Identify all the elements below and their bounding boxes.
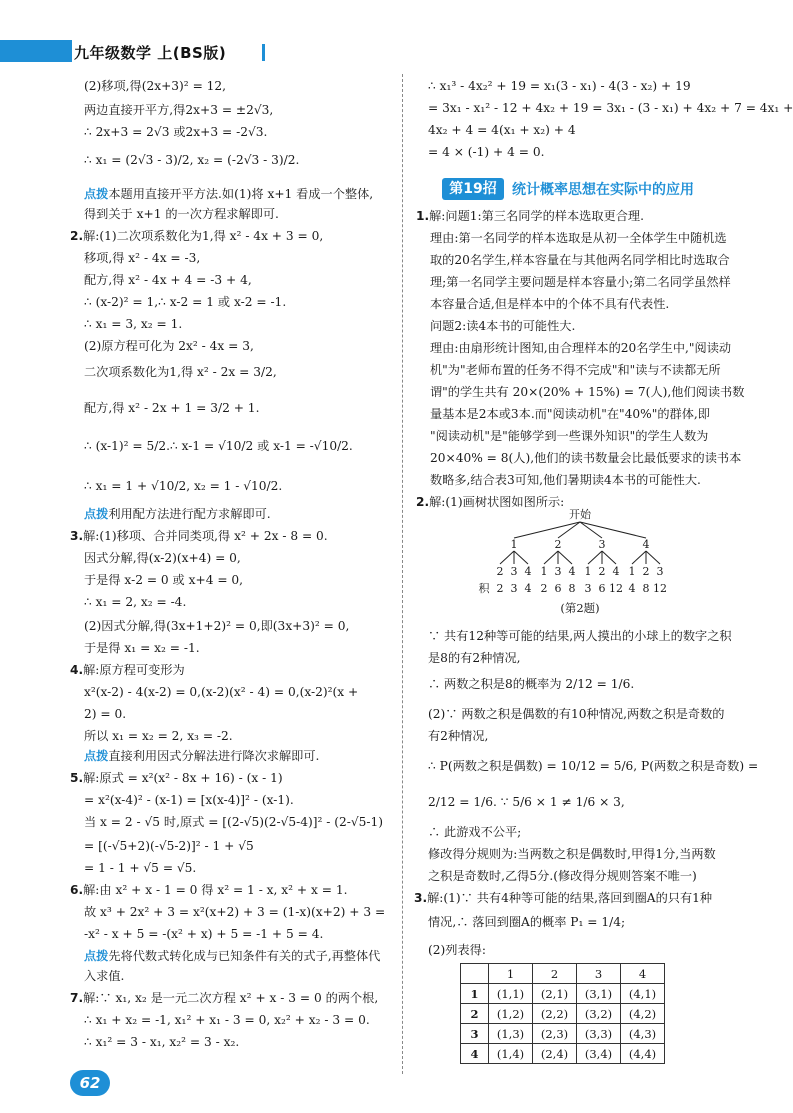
text-line [84,438,353,454]
product-value: 2 [496,582,504,595]
text-line [428,144,544,160]
line-text: 本容量合适,但是样本中的个体不具有代表性. [430,297,670,311]
text-line [430,428,708,444]
line-text: 理由:由扇形统计图知,由合理样本的20名学生中,"阅读动 [430,341,732,355]
text-line [428,846,716,862]
question-number: 7. [70,991,84,1005]
line-text: 机"为"老师布置的任务不得不完成"和"读与不读都无所 [430,363,721,377]
table-header-cell: 4 [621,964,665,984]
table-cell: (3,1) [577,984,621,1004]
line-text: ∴ x₁ = 2, x₂ = -4. [84,595,187,609]
question-number: 6. [70,883,84,897]
text-line [84,968,124,984]
text-line [428,824,521,840]
line-text: = x²(x-4)² - (x-1) = [x(x-4)]² - (x-1). [84,793,294,807]
table-row [461,1004,665,1024]
text-line [84,186,373,202]
line-text: 解:原方程可变形为 [83,663,185,677]
outcome-table [460,963,665,1064]
line-text: ∴ x₁ = 3, x₂ = 1. [84,317,183,331]
text-line [430,340,731,356]
tree-node-level2: 4 [524,565,532,578]
product-value: 6 [598,582,606,595]
table-cell: (4,4) [621,1044,665,1064]
tree-node-level2: 2 [598,565,606,578]
line-text: 情况,∴ 落回到圈A的概率 P₁ = 1/4; [428,915,626,929]
line-text: 二次项系数化为1,得 x² - 2x = 3/2, [84,365,277,379]
tree-branch [558,551,572,564]
section-badge: 第19招 [442,178,504,200]
tree-node-level1: 3 [598,538,606,551]
tree-node-level1: 2 [554,538,562,551]
table-row [461,1024,665,1044]
line-text: 配方,得 x² - 2x + 1 = 3/2 + 1. [84,401,260,415]
line-text: = 1 - 1 + √5 = √5. [84,861,197,875]
text-line [414,890,712,906]
product-value: 8 [568,582,576,595]
line-text: 得到关于 x+1 的一次方程求解即可. [84,207,279,221]
book-title: 九年级数学 上(BS版) [74,44,227,62]
line-text: 2/12 = 1/6. ∵ 5/6 × 1 ≠ 1/6 × 3, [428,795,625,809]
table-cell: 1 [461,984,489,1004]
text-line [428,942,486,958]
tree-node-level2: 2 [496,565,504,578]
text-line [70,770,283,786]
question-number: 5. [70,771,84,785]
tree-node-level2: 3 [510,565,518,578]
figure-caption: (第2题) [560,601,600,615]
text-line [428,706,724,722]
text-line [428,676,634,692]
table-cell: (2,1) [533,984,577,1004]
line-text: ∴ x₁² = 3 - x₁, x₂² = 3 - x₂. [84,1035,240,1049]
text-line [70,228,323,244]
line-text: 修改得分规则为:当两数之积是偶数时,甲得1分,当两数 [428,847,716,861]
table-cell: (3,4) [577,1044,621,1064]
tree-branch [514,551,528,564]
text-line [84,926,323,942]
line-text: (2)列表得: [428,943,486,957]
line-text: ∵ 共有12种等可能的结果,两人摸出的小球上的数字之积 [428,629,732,643]
product-value: 12 [653,582,667,595]
text-line [430,274,731,290]
line-text: 解:(1)画树状图如图所示: [429,495,565,509]
line-text: ∴ 2x+3 = 2√3 或2x+3 = -2√3. [84,125,268,139]
text-line [84,102,273,118]
table-header-cell: 3 [577,964,621,984]
line-text: "阅读动机"是"能够学到一些课外知识"的学生人数为 [430,429,709,443]
line-text: 所以 x₁ = x₂ = 2, x₃ = -2. [84,729,233,743]
text-line [84,860,196,876]
text-line [84,948,380,964]
text-line [84,814,383,830]
product-value: 6 [554,582,562,595]
product-value: 8 [642,582,650,595]
tip-tag: 点拨 [84,507,109,521]
text-line [84,316,182,332]
line-text: 直接利用因式分解法进行降次求解即可. [108,749,320,763]
line-text: ∴ P(两数之积是偶数) = 10/12 = 5/6, P(两数之积是奇数) = [428,759,759,773]
text-line [84,478,282,494]
text-line [430,472,701,488]
text-line [430,450,741,466]
text-line [428,78,691,94]
line-text: 4x₂ + 4 = 4(x₁ + x₂) + 4 [428,123,576,137]
text-line [84,78,226,94]
line-text: 当 x = 2 - √5 时,原式 = [(2-√5)(2-√5-4)]² - (2-√5-1) [84,815,384,829]
line-text: ∴ (x-1)² = 5/2.∴ x-1 = √10/2 或 x-1 = -√10/2. [84,439,353,453]
text-line [70,990,378,1006]
line-text: (2)∵ 两数之积是偶数的有10种情况,两数之积是奇数的 [428,707,725,721]
text-line [430,252,730,268]
text-line [84,506,271,522]
text-line [428,122,576,138]
column-divider [402,74,403,1074]
line-text: ∴ x₁ + x₂ = -1, x₁² + x₁ - 3 = 0, x₂² + x₂ - 3 = 0. [84,1013,370,1027]
line-text: 取的20名学生,样本容量在与其他两名同学相比时选取合 [430,253,730,267]
line-text: ∴ x₁³ - 4x₂² + 19 = x₁(3 - x₁) - 4(3 - x₂) + 19 [428,79,691,93]
line-text: 解:(1)二次项系数化为1,得 x² - 4x + 3 = 0, [83,229,324,243]
text-line [428,868,697,884]
line-text: 问题2:读4本书的可能性大. [430,319,576,333]
line-text: 因式分解,得(x-2)(x+4) = 0, [84,551,241,565]
text-line [84,206,279,222]
tree-node-level1: 1 [510,538,518,551]
text-line [430,362,721,378]
text-line [84,1012,370,1028]
text-line [84,748,319,764]
tree-branch [602,551,616,564]
line-text: ∴ x₁ = 1 + √10/2, x₂ = 1 - √10/2. [84,479,283,493]
table-cell: (1,1) [489,984,533,1004]
text-line [416,208,644,224]
table-cell: 4 [461,1044,489,1064]
line-text: ∴ 两数之积是8的概率为 2/12 = 1/6. [428,677,635,691]
line-text: 谓"的学生共有 20×(20% + 15%) = 7(人),他们阅读书数 [430,385,745,399]
line-text: 解:(1)∵ 共有4种等可能的结果,落回到圈A的只有1种 [427,891,713,905]
text-line [84,400,259,416]
tree-node-level1: 4 [642,538,650,551]
table-row [461,984,665,1004]
line-text: 数略多,结合表3可知,他们暑期读4本书的可能性大. [430,473,701,487]
text-line [84,364,277,380]
text-line [84,684,358,700]
line-text: (2)移项,得(2x+3)² = 12, [84,79,227,93]
line-text: 是8的有2种情况, [428,651,521,665]
tree-node-level2: 1 [628,565,636,578]
section-title: 统计概率思想在实际中的应用 [512,182,694,198]
text-line [84,706,126,722]
text-line [84,640,200,656]
tree-node-level2: 3 [656,565,664,578]
product-value: 12 [609,582,623,595]
text-line [84,838,254,854]
question-number: 4. [70,663,84,677]
text-line [428,758,758,774]
tree-root: 开始 [569,508,591,521]
tree-node-level2: 1 [540,565,548,578]
line-text: -x² - x + 5 = -(x² + x) + 5 = -1 + 5 = 4. [84,927,324,941]
tree-branch [544,551,558,564]
tree-branch [500,551,514,564]
table-cell: (4,2) [621,1004,665,1024]
product-value: 2 [540,582,548,595]
table-cell: (2,3) [533,1024,577,1044]
text-line [428,794,625,810]
line-text: 理由:第一名同学的样本选取是从初一全体学生中随机选 [430,231,727,245]
table-cell: (3,3) [577,1024,621,1044]
text-line [84,1034,239,1050]
line-text: = 3x₁ - x₁² - 12 + 4x₂ + 19 = 3x₁ - (3 - x₁) + 4x₂ + 7 = 4x₁ + [428,101,793,115]
line-text: 本题用直接开平方法.如(1)将 x+1 看成一个整体, [108,187,374,201]
line-text: ∴ (x-2)² = 1,∴ x-2 = 1 或 x-2 = -1. [84,295,287,309]
tip-tag: 点拨 [84,187,109,201]
line-text: 量基本是2本或3本.而"阅读动机"在"40%"的群体,即 [430,407,710,421]
text-line [84,594,186,610]
table-header-cell [461,964,489,984]
text-line [430,318,575,334]
line-text: 解:(1)移项、合并同类项,得 x² + 2x - 8 = 0. [83,529,328,543]
question-number: 3. [414,891,428,905]
text-line [70,882,347,898]
tree-node-level2: 2 [642,565,650,578]
product-value: 4 [628,582,636,595]
question-number: 2. [416,495,430,509]
line-text: = [(-√5+2)(-√5-2)]² - 1 + √5 [84,839,254,853]
line-text: 移项,得 x² - 4x = -3, [84,251,201,265]
line-text: 解:由 x² + x - 1 = 0 得 x² = 1 - x, x² + x = 1. [83,883,348,897]
product-value: 3 [584,582,592,595]
tree-branch [514,522,580,538]
tree-branch [646,551,660,564]
text-line [84,250,200,266]
line-text: 解:问题1:第三名同学的样本选取更合理. [429,209,644,223]
text-line [428,628,732,644]
table-row [461,1044,665,1064]
tip-tag: 点拨 [84,949,109,963]
text-line [430,230,727,246]
line-text: x²(x-2) - 4(x-2) = 0,(x-2)(x² - 4) = 0,(x-2)²(x + [84,685,359,699]
text-line [430,406,710,422]
table-cell: (4,1) [621,984,665,1004]
table-cell: 2 [461,1004,489,1024]
header-separator [262,44,265,61]
table-cell: (1,2) [489,1004,533,1024]
line-text: 解:原式 = x²(x² - 8x + 16) - (x - 1) [83,771,283,785]
tree-branch [632,551,646,564]
text-line [84,904,385,920]
tree-node-level2: 3 [554,565,562,578]
text-line [428,728,488,744]
text-line [84,124,267,140]
text-line [84,152,299,168]
question-number: 2. [70,229,84,243]
text-line [84,294,286,310]
table-header-cell: 2 [533,964,577,984]
text-line [84,550,241,566]
tree-node-level2: 4 [612,565,620,578]
table-cell: (3,2) [577,1004,621,1024]
table-cell: (2,2) [533,1004,577,1024]
line-text: 解:∵ x₁, x₂ 是一元二次方程 x² + x - 3 = 0 的两个根, [83,991,379,1005]
line-text: 故 x³ + 2x² + 3 = x²(x+2) + 3 = (1-x)(x+2) + 3 = [84,905,386,919]
text-line [430,296,669,312]
product-value: 4 [524,582,532,595]
text-line [84,618,349,634]
line-text: (2)原方程可化为 2x² - 4x = 3, [84,339,254,353]
line-text: 之积是奇数时,乙得5分.(修改得分规则答案不唯一) [428,869,697,883]
text-line [428,914,625,930]
table-header-cell: 1 [489,964,533,984]
table-cell: (2,4) [533,1044,577,1064]
product-value: 3 [510,582,518,595]
text-line [70,528,328,544]
line-text: 配方,得 x² - 4x + 4 = -3 + 4, [84,273,252,287]
product-label: 积 [478,582,490,595]
table-cell: (4,3) [621,1024,665,1044]
text-line [84,792,294,808]
table-cell: 3 [461,1024,489,1044]
question-number: 1. [416,209,430,223]
line-text: 有2种情况, [428,729,489,743]
tree-node-level2: 1 [584,565,592,578]
tree-node-level2: 4 [568,565,576,578]
tree-diagram [470,508,690,618]
text-line [84,338,254,354]
line-text: 先将代数式转化成与已知条件有关的式子,再整体代 [108,949,381,963]
tree-branch [580,522,646,538]
line-text: ∴ x₁ = (2√3 - 3)/2, x₂ = (-2√3 - 3)/2. [84,153,300,167]
line-text: = 4 × (-1) + 4 = 0. [428,145,545,159]
text-line [428,100,793,116]
tree-branch [588,551,602,564]
text-line [84,572,243,588]
text-line [84,272,252,288]
line-text: 2) = 0. [84,707,127,721]
tip-tag: 点拨 [84,749,109,763]
line-text: 入求值. [84,969,125,983]
page-number: 62 [70,1070,110,1096]
text-line [70,662,185,678]
table-cell: (1,3) [489,1024,533,1044]
line-text: 于是得 x₁ = x₂ = -1. [84,641,200,655]
line-text: 两边直接开平方,得2x+3 = ±2√3, [84,103,274,117]
text-line [430,384,744,400]
line-text: ∴ 此游戏不公平; [428,825,522,839]
header-accent-bar [0,40,72,62]
question-number: 3. [70,529,84,543]
line-text: 20×40% = 8(人),他们的读书数量会比最低要求的读书本 [430,451,742,465]
text-line [416,494,564,510]
line-text: 于是得 x-2 = 0 或 x+4 = 0, [84,573,244,587]
line-text: 利用配方法进行配方求解即可. [108,507,271,521]
line-text: 理;第一名同学主要问题是样本容量小;第二名同学虽然样 [430,275,731,289]
text-line [84,728,233,744]
text-line [428,650,521,666]
table-cell: (1,4) [489,1044,533,1064]
line-text: (2)因式分解,得(3x+1+2)² = 0,即(3x+3)² = 0, [84,619,350,633]
